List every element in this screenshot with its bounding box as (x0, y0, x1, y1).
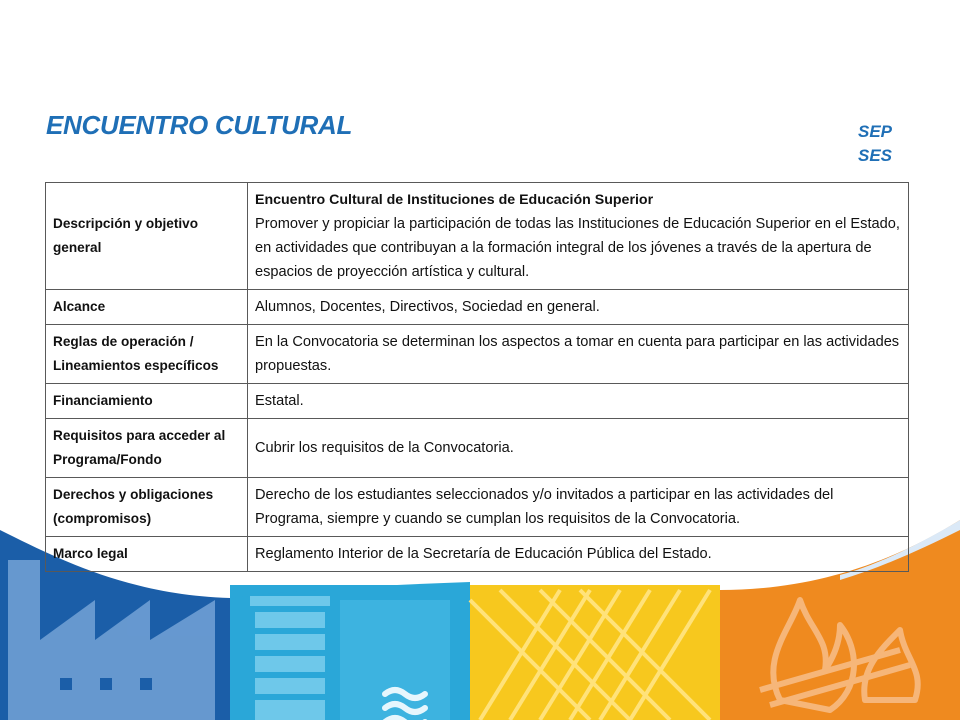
table-row (46, 537, 909, 572)
table-row (46, 290, 909, 325)
row-value-financiamiento: Estatal. (248, 384, 909, 419)
organization-label (858, 120, 892, 168)
row-label-derechos: Derechos y obligaciones (compromisos) (46, 478, 248, 537)
row-label-descripcion: Descripción y objetivo general (46, 183, 248, 290)
row-value-marco-legal: Reglamento Interior de la Secretaría de Educación Pública del Estado. (248, 537, 909, 572)
program-info-table (45, 182, 909, 572)
program-name: Encuentro Cultural de Instituciones de Educación Superior (255, 192, 654, 208)
table-row (46, 419, 909, 478)
row-label-marco-legal: Marco legal (46, 537, 248, 572)
table-row (46, 325, 909, 384)
table-row (46, 384, 909, 419)
org-line-sep: SEP (858, 122, 893, 141)
row-label-alcance: Alcance (46, 290, 248, 325)
row-label-requisitos: Requisitos para acceder al Programa/Fondo (46, 419, 248, 478)
row-value-alcance: Alumnos, Docentes, Directivos, Sociedad en general. (248, 290, 909, 325)
page-title: ENCUENTRO CULTURAL (46, 110, 353, 140)
row-value-requisitos: Cubrir los requisitos de la Convocatoria. (248, 419, 909, 478)
program-objective: Promover y propiciar la participación de todas las Instituciones de Educación Superior en el Estado, en actividades que contribuyan a la formación integral de los jóvenes a través de la apertura de espacios de proyección artística y cultural. (255, 216, 900, 280)
table-row (46, 478, 909, 537)
table-row (46, 183, 909, 290)
building-icon (250, 596, 450, 720)
row-value-derechos: Derecho de los estudiantes seleccionados y/o invitados a participar en las actividades del Programa, siempre y cuando se cumplan los requisitos de la Convocatoria. (248, 478, 909, 537)
org-line-ses: SES (858, 146, 893, 165)
row-value-descripcion (248, 183, 909, 290)
row-value-reglas: En la Convocatoria se determinan los aspectos a tomar en cuenta para participar en las actividades propuestas. (248, 325, 909, 384)
row-label-reglas: Reglas de operación / Lineamientos específicos (46, 325, 248, 384)
row-label-financiamiento: Financiamiento (46, 384, 248, 419)
